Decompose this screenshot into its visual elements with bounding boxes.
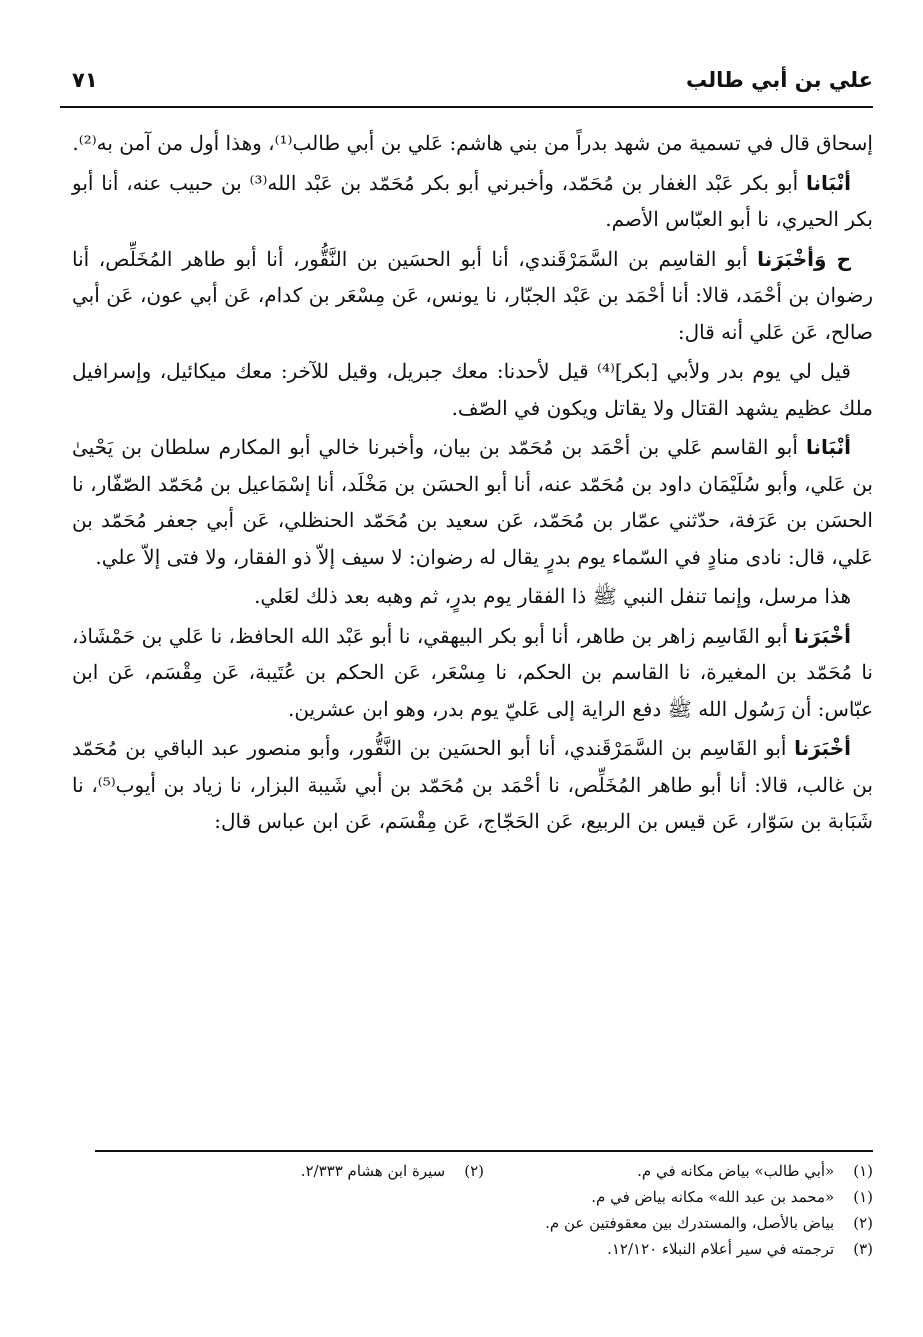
paragraph-text: هذا مرسل، وإنما تنفل النبي ﷺ ذا الفقار يوم بدرٍ، ثم وهبه بعد ذلك لعَلي. bbox=[254, 584, 851, 608]
footnote-row bbox=[95, 1184, 873, 1210]
page-header bbox=[60, 62, 873, 108]
footnote-row bbox=[95, 1210, 873, 1236]
page-number: ٧١ bbox=[72, 68, 98, 92]
footnote bbox=[95, 1184, 873, 1210]
paragraph bbox=[72, 165, 873, 238]
footnote bbox=[95, 1158, 484, 1184]
paragraph bbox=[72, 353, 873, 426]
paragraph-lead: ح وَأخْبَرَنا bbox=[757, 246, 851, 271]
footnote-text: سيرة ابن هشام ٢/٣٣٣. bbox=[300, 1162, 446, 1180]
paragraph-text: أبو القاسِم بن السَّمَرْقَندي، أنا أبو الحسَين بن النَّقُّور، أنا أبو طاهر المُخَلِّص، أنا رضوان بن أحْمَد، قالا: أنا أحْمَد بن عَبْد الجبّار، نا يونس، عَن مِسْعَر بن كدام، عَن أبي عون، عَن أبي صالح، عَن عَلي أنه قال: bbox=[72, 246, 873, 344]
footnote-number: (١) bbox=[853, 1188, 873, 1206]
paragraph bbox=[72, 618, 873, 728]
footnote-row bbox=[95, 1158, 873, 1184]
paragraph-text: إسحاق قال في تسمية من شهد بدراً من بني هاشم: عَلي بن أبي طالب⁽¹⁾، وهذا أول من آمن به⁽²⁾. bbox=[72, 131, 873, 155]
paragraph-text: أبو القاسم عَلي بن أحْمَد بن مُحَمّد بن بيان، وأخبرنا خالي أبو المكارم سلطان بن يَحْيىٰ بن عَلي، وأبو سُلَيْمَان داود بن مُحَمّد عنه، أنا أبو الحسَن بن مَخْلَد، أنا إسْمَاعيل بن مُحَمّد الصّفّار، نا الحسَن بن عَرَفة، حدّثني عمّار بن مُحَمّد، عَن سعيد بن مُحَمّد الحنظلي، عَن أبي جعفر مُحَمّد بن عَلي، قال: نادى منادٍ في السّماء يوم بدرٍ يقال له رضوان: لا سيف إلاّ ذو الفقار، ولا فتى إلاّ علي. bbox=[72, 435, 873, 569]
running-title: علي بن أبي طالب bbox=[686, 68, 873, 92]
footnote bbox=[484, 1158, 873, 1184]
main-text bbox=[72, 125, 873, 843]
footnote bbox=[95, 1236, 873, 1262]
paragraph bbox=[72, 241, 873, 351]
footnote-number: (١) bbox=[853, 1162, 873, 1180]
footnote-text: بياض بالأصل، والمستدرك بين معقوفتين عن م. bbox=[545, 1214, 835, 1232]
paragraph-lead: أخْبَرَنا bbox=[794, 736, 851, 760]
paragraph-text: أبو بكر عَبْد الغفار بن مُحَمّد، وأخبرني أبو بكر مُحَمّد بن عَبْد الله⁽³⁾ بن حبيب عنه، أنا أبو بكر الحيري، نا أبو العبّاس الأصم. bbox=[72, 170, 873, 231]
paragraph-text: أبو القَاسِم زاهر بن طاهر، أنا أبو بكر البيهقي، نا أبو عَبْد الله الحافظ، نا عَلي بن حَمْشَاذ، نا مُحَمّد بن المغيرة، نا القاسم بن الحكم، نا مِسْعَر، عَن الحكم بن عُتَيبة، عَن مِقْسَم، عَن ابن عبّاس: أن رَسُول الله ﷺ دفع الراية إلى عَليّ يوم بدر، وهو ابن عشرين. bbox=[72, 623, 873, 721]
footnote-text: «محمد بن عبد الله» مكانه بياض في م. bbox=[591, 1188, 835, 1206]
footnote-number: (٣) bbox=[853, 1240, 873, 1258]
paragraph-text: أبو القَاسِم بن السَّمَرْقَندي، أنا أبو الحسَين بن النَّقُّور، وأبو منصور عبد الباقي بن مُحَمّد بن غالب، قالا: أنا أبو طاهر المُخَلِّص، نا أحْمَد بن مُحَمّد بن أبي شَيبة البزار، نا زياد بن أيوب⁽⁵⁾، نا شَبَابة بن سَوّار، عَن قيس بن الربيع، عَن الحَجّاج، عَن مِقْسَم، عَن ابن عباس قال: bbox=[72, 736, 873, 833]
paragraph bbox=[72, 578, 873, 615]
footnotes bbox=[95, 1150, 873, 1262]
paragraph bbox=[72, 125, 873, 162]
paragraph bbox=[72, 730, 873, 840]
footnote bbox=[95, 1210, 873, 1236]
footnote-number: (٢) bbox=[464, 1162, 484, 1180]
footnote-text: ترجمته في سير أعلام النبلاء ١٢/١٢٠. bbox=[607, 1240, 835, 1258]
footnote-text: «أبي طالب» بياض مكانه في م. bbox=[637, 1162, 835, 1180]
paragraph-lead: أنْبَانا bbox=[805, 435, 851, 459]
footnote-number: (٢) bbox=[853, 1214, 873, 1232]
paragraph-lead: أنْبَانا bbox=[805, 170, 851, 195]
footnote-row bbox=[95, 1236, 873, 1262]
paragraph-lead: أخْبَرَنا bbox=[794, 623, 851, 648]
paragraph-text: قيل لي يوم بدر ولأبي [بكر]⁽⁴⁾ قيل لأحدنا: معك جبريل، وقيل للآخر: معك ميكائيل، وإسرافيل ملك عظيم يشهد القتال ولا يقاتل ويكون في الصّف. bbox=[72, 359, 873, 420]
paragraph bbox=[72, 429, 873, 575]
